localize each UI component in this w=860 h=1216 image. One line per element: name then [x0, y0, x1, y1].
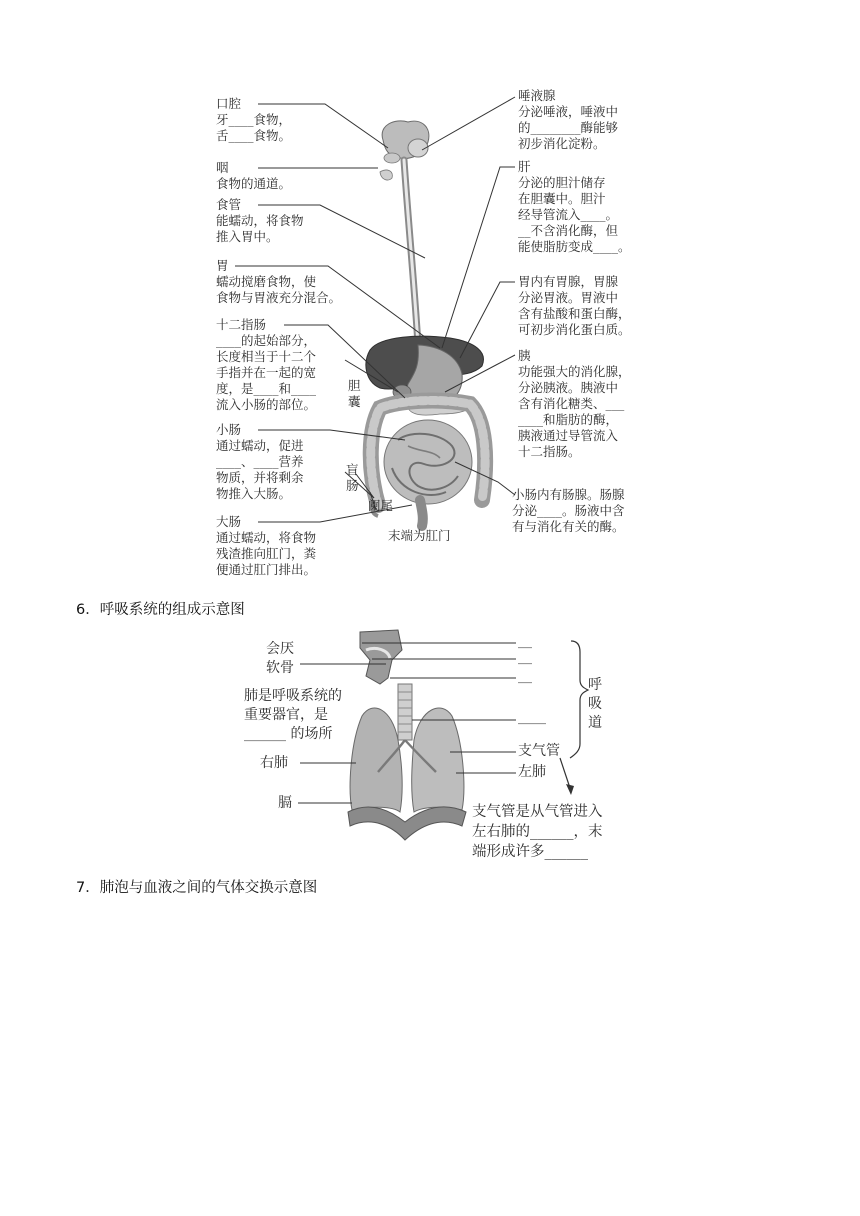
salivary-gland-line: 的________酶能够 [518, 120, 619, 135]
large-intestine-line: 通过蠕动，将食物 [216, 530, 317, 545]
liver-line: 能使脂肪变成____。 [518, 239, 631, 254]
bronchus-note-line: 左右肺的______，末 [472, 824, 603, 840]
gallbladder-char: 胆 [348, 378, 361, 393]
pharynx-line: 食物的通道。 [216, 176, 292, 191]
respiratory-tract-char: 道 [588, 715, 602, 731]
stomach-title: 胃 [216, 258, 229, 273]
small-intestine-line: ____、____营养 [216, 454, 304, 469]
respiratory-tract-label [588, 676, 602, 733]
bronchus-note-line: 支气管是从气管进入 [472, 804, 603, 820]
stomach-line: 食物与胃液充分混合。 [216, 290, 342, 305]
pancreas-line: 胰液通过导管流入 [518, 428, 619, 443]
duodenum-line: 流入小肠的部位。 [216, 397, 317, 412]
large-intestine-title: 大肠 [216, 514, 242, 529]
salivary-gland-line: 初步消化淀粉。 [518, 136, 606, 151]
stomach-line: 蠕动搅磨食物，使 [216, 274, 317, 289]
intestinal-gland-line: 有与消化有关的酶。 [512, 519, 625, 534]
duodenum-line: 手指并在一起的宽 [216, 365, 317, 380]
pancreas-line: 功能强大的消化腺， [518, 364, 631, 379]
duodenum-line: 度，是____和____ [216, 381, 317, 396]
blank-2: __ [518, 649, 532, 665]
salivary-gland-title: 唾液腺 [518, 88, 556, 103]
blank-3: __ [518, 668, 532, 684]
liver-line: 分泌的胆汁储存 [518, 175, 606, 190]
duodenum-title: 十二指肠 [216, 317, 267, 332]
duodenum-line: 长度相当于十二个 [216, 349, 317, 364]
intestinal-gland-line: 小肠内有肠腺。肠腺 [512, 487, 625, 502]
gastric-gland-line: 分泌胃液。胃液中 [518, 290, 619, 305]
intestinal-gland-line: 分泌____。肠液中含 [512, 503, 625, 518]
epiglottis-label: 会厌 [266, 641, 294, 657]
small-intestine-line: 物推入大肠。 [216, 486, 292, 501]
appendix-label: 阑尾 [368, 498, 394, 513]
large-intestine-line: 便通过肛门排出。 [216, 562, 317, 577]
blank-4: ____ [518, 709, 546, 725]
pancreas-title: 胰 [518, 348, 531, 363]
small-intestine-line: 通过蠕动，促进 [216, 438, 304, 453]
pharynx-title: 咽 [216, 160, 229, 175]
left-lung-label: 左肺 [518, 764, 546, 780]
pancreas-line: 含有消化糖类、___ [518, 396, 625, 411]
bronchus-note-line: 端形成许多______ [472, 844, 588, 860]
right-lung-label: 右肺 [260, 755, 288, 771]
pancreas-line: 分泌胰液。胰液中 [518, 380, 619, 395]
liver-line: 在胆囊中。胆汁 [518, 191, 606, 206]
pancreas-line: ____和脂肪的酶， [518, 412, 619, 427]
pancreas-line: 十二指肠。 [518, 444, 581, 459]
esophagus-line: 推入胃中。 [216, 229, 279, 244]
esophagus-title: 食管 [216, 197, 242, 212]
gallbladder-char: 囊 [348, 394, 361, 409]
salivary-gland-line: 分泌唾液，唾液中 [518, 104, 619, 119]
mouth-line: 舌____食物。 [216, 128, 292, 143]
lung-note-line: 肺是呼吸系统的 [244, 688, 342, 704]
lung-note-line: ______ 的场所 [244, 726, 333, 742]
cartilage-label: 软骨 [266, 660, 294, 676]
small-intestine-title: 小肠 [216, 422, 242, 437]
cecum-char: 盲 [346, 462, 359, 477]
respiratory-tract-char: 吸 [588, 696, 602, 712]
cecum-char: 肠 [346, 478, 359, 493]
bronchus-note [472, 802, 603, 862]
lung-note [244, 687, 342, 744]
duodenum-line: ____的起始部分， [216, 333, 317, 348]
liver-title: 肝 [518, 159, 531, 174]
section-6-title: 6．呼吸系统的组成示意图 [76, 602, 245, 618]
gastric-gland-line: 可初步消化蛋白质。 [518, 322, 631, 337]
anus-label: 末端为肛门 [388, 528, 451, 543]
liver-line: 经导管流入____。 [518, 207, 619, 222]
blank-1: __ [518, 633, 532, 649]
gastric-gland-line: 含有盐酸和蛋白酶， [518, 306, 631, 321]
bronchus-label: 支气管 [518, 743, 560, 759]
diaphragm-label: 膈 [278, 795, 292, 811]
large-intestine-line: 残渣推向肛门，粪 [216, 546, 317, 561]
mouth-line: 牙____食物， [216, 112, 292, 127]
gastric-gland-line: 胃内有胃腺，胃腺 [518, 274, 619, 289]
liver-line: __不含消化酶，但 [518, 223, 619, 238]
section-7-title: 7．肺泡与血液之间的气体交换示意图 [76, 880, 318, 896]
mouth-title: 口腔 [216, 96, 242, 111]
respiratory-tract-char: 呼 [588, 677, 602, 693]
small-intestine-line: 物质，并将剩余 [216, 470, 304, 485]
esophagus-line: 能蠕动，将食物 [216, 213, 304, 228]
lung-note-line: 重要器官，是 [244, 707, 328, 723]
